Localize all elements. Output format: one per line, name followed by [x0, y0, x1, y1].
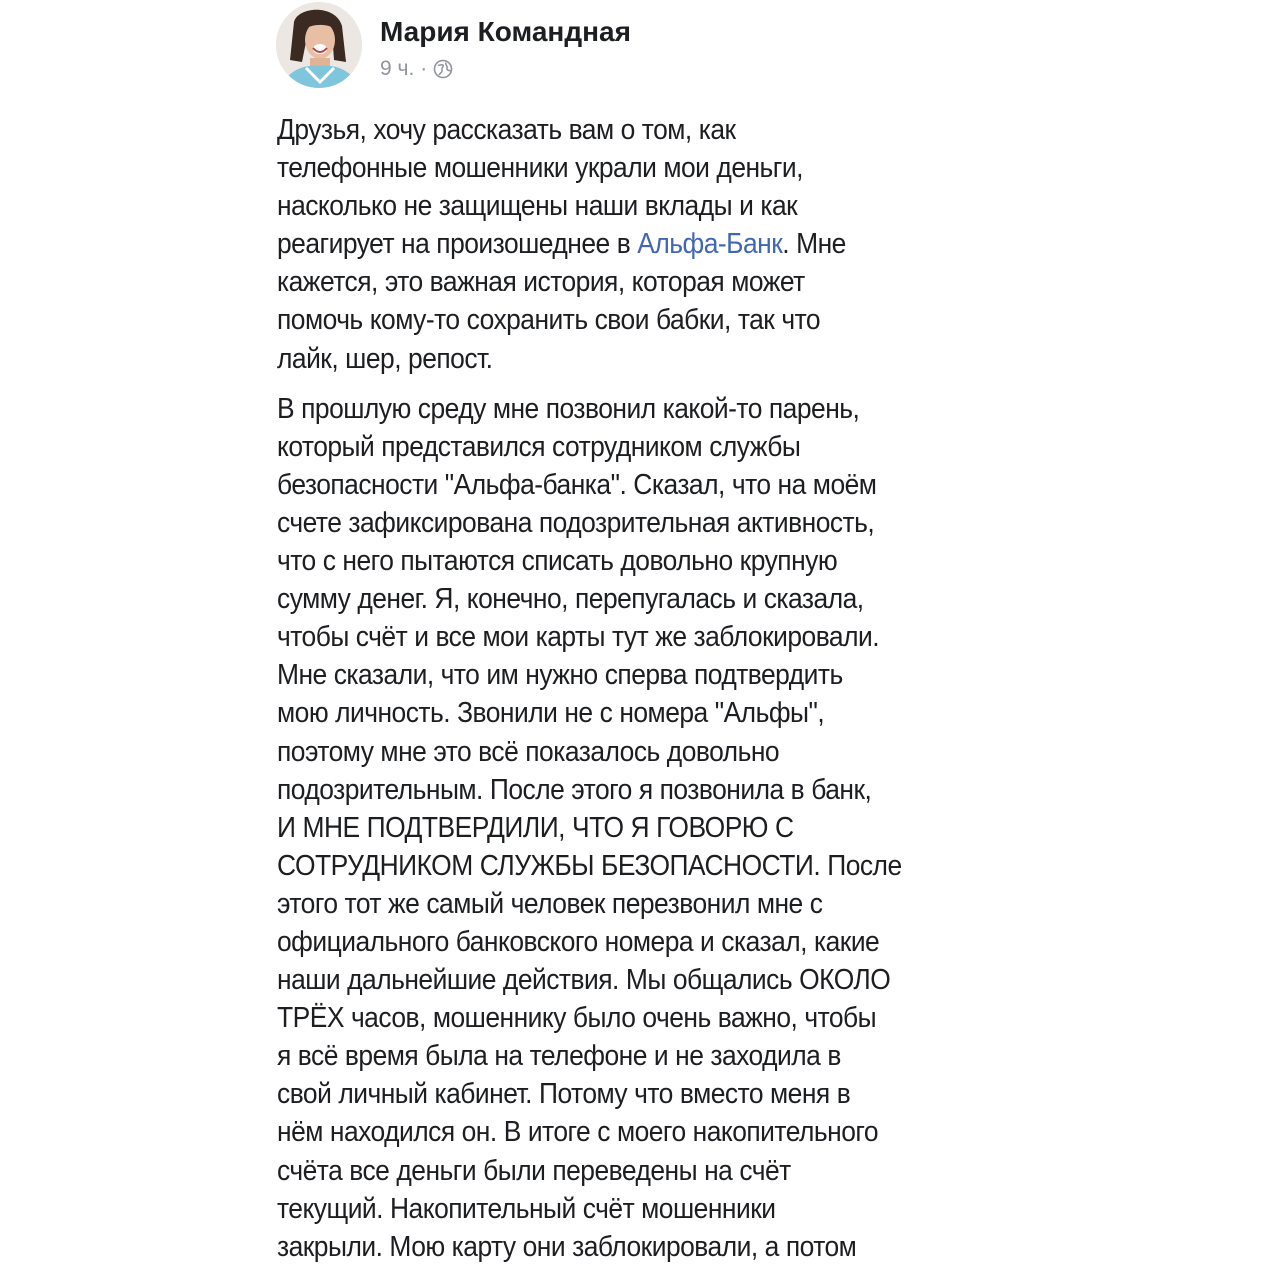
text-line: счете зафиксирована подозрительная активность, — [277, 506, 875, 539]
text-segment: реагирует на произошеднее в — [277, 228, 638, 261]
author-name[interactable]: Мария Командная — [380, 16, 631, 47]
text-line: СОТРУДНИКОМ СЛУЖБЫ БЕЗОПАСНОСТИ. После — [277, 849, 902, 882]
avatar-photo-icon — [276, 2, 362, 88]
text-line: В прошлую среду мне позвонил какой-то парень, — [277, 392, 860, 425]
text-line: что с него пытаются списать довольно крупную — [277, 545, 838, 578]
post-time[interactable]: 9 ч. — [380, 57, 415, 80]
text-line: помочь кому-то сохранить свои бабки, так что — [277, 304, 821, 337]
text-line: счёта все деньги были переведены на счёт — [277, 1154, 791, 1187]
post-paragraph-2 — [277, 390, 965, 1266]
text-line: официального банковского номера и сказал, какие — [277, 925, 880, 958]
text-line: я всё время была на телефоне и не заходила в — [277, 1040, 841, 1073]
text-line: текущий. Накопительный счёт мошенники — [277, 1192, 776, 1225]
post-meta — [380, 56, 453, 82]
text-line: мою личность. Звонили не с номера "Альфы", — [277, 697, 825, 730]
text-line: И МНЕ ПОДТВЕРДИЛИ, ЧТО Я ГОВОРЮ С — [277, 811, 794, 844]
text-segment: . Мне — [782, 228, 846, 261]
text-line: свой личный кабинет. Потому что вместо меня в — [277, 1078, 851, 1111]
text-line: ТРЁХ часов, мошеннику было очень важно, чтобы — [277, 1002, 877, 1035]
text-line: который представился сотрудником службы — [277, 430, 801, 463]
post-paragraph-1 — [277, 111, 965, 378]
text-line: телефонные мошенники украли мои деньги, — [277, 152, 803, 185]
text-line: подозрительным. После этого я позвонила в банк, — [277, 773, 872, 806]
globe-icon[interactable] — [433, 59, 453, 79]
post-header — [276, 2, 996, 88]
text-line: сумму денег. Я, конечно, перепугалась и сказала, — [277, 583, 864, 616]
author-avatar[interactable] — [276, 2, 362, 88]
text-line: Друзья, хочу рассказать вам о том, как — [277, 114, 736, 146]
text-line: нём находился он. В итоге с моего накопительного — [277, 1116, 879, 1149]
text-line: кажется, это важная история, которая может — [277, 266, 805, 299]
text-line: этого тот же самый человек перезвонил мне с — [277, 887, 823, 920]
text-line: насколько не защищены наши вклады и как — [277, 190, 798, 223]
text-line: чтобы счёт и все мои карты тут же заблокировали. — [277, 621, 880, 654]
text-line: Мне сказали, что им нужно сперва подтвердить — [277, 659, 843, 692]
post-body — [277, 111, 965, 1266]
text-line-with-link — [277, 225, 965, 263]
alfa-bank-mention-link[interactable]: Альфа-Банк — [637, 228, 783, 261]
text-line: закрыли. Мою карту они заблокировали, а потом — [277, 1230, 857, 1263]
text-line: лайк, шер, репост. — [277, 342, 493, 375]
meta-separator: · — [420, 57, 428, 80]
text-line: безопасности "Альфа-банка". Сказал, что на моём — [277, 468, 877, 501]
text-line: поэтому мне это всё показалось довольно — [277, 735, 780, 768]
text-line: наши дальнейшие действия. Мы общались ОКОЛО — [277, 964, 891, 997]
